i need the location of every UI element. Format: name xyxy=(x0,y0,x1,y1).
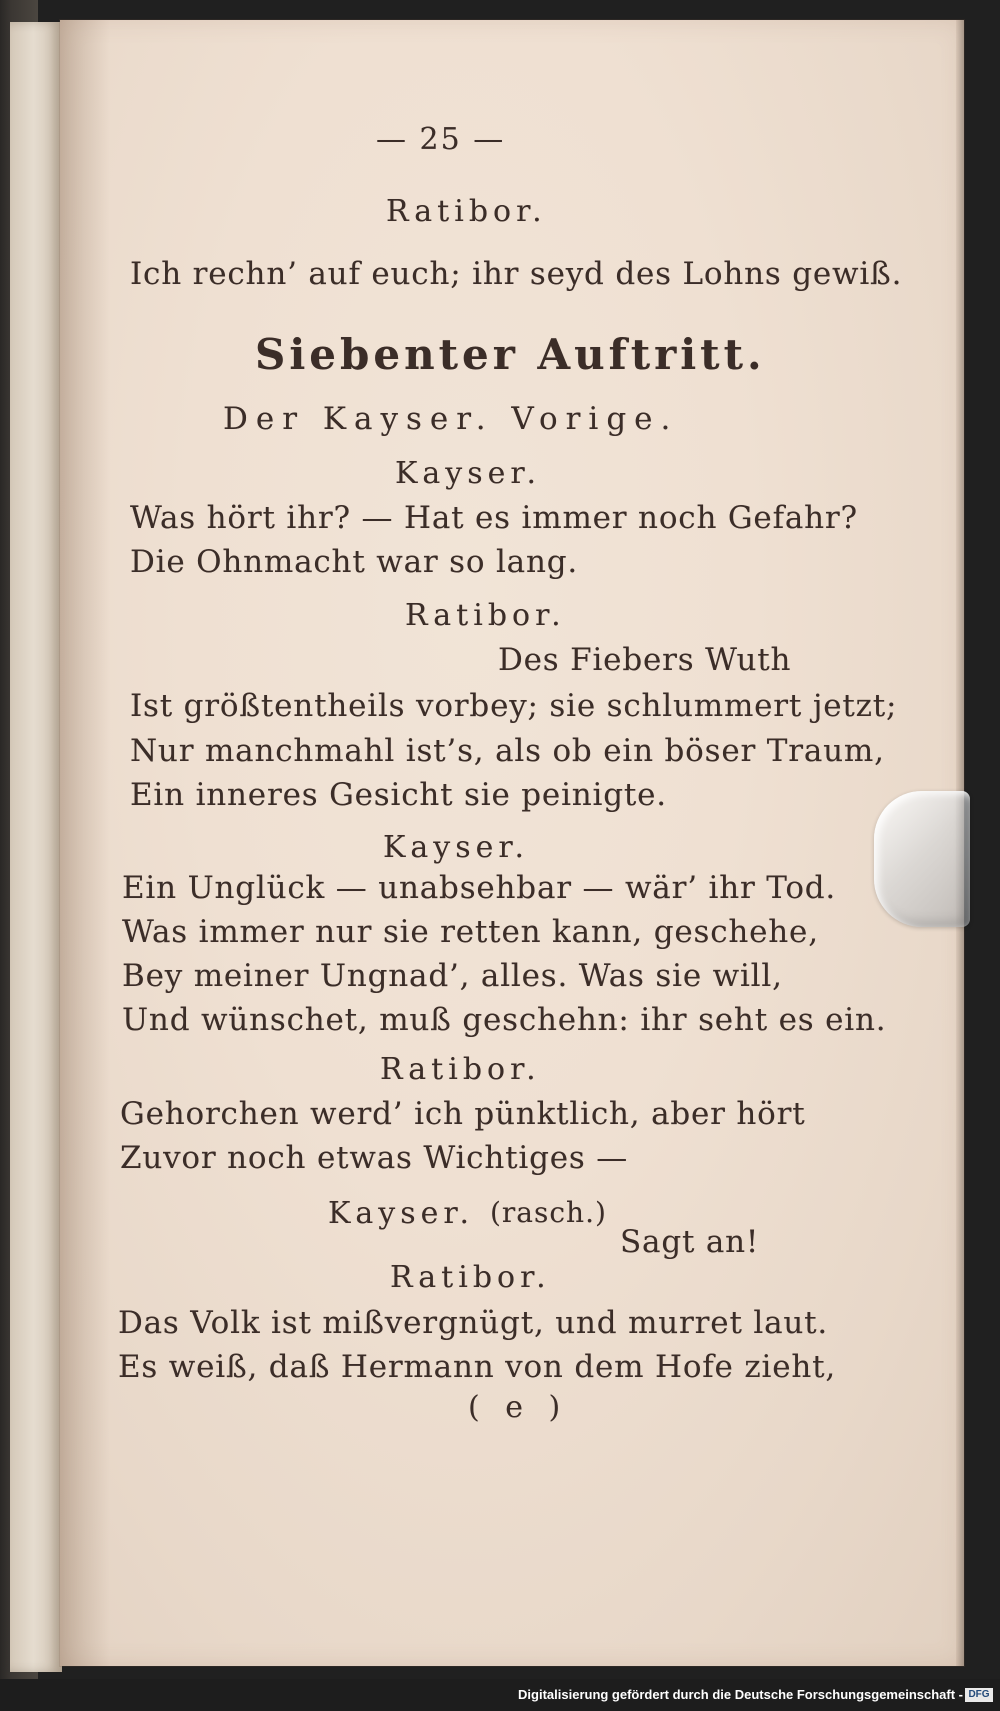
left-page-edge xyxy=(10,22,62,1672)
speaker-kayser-3: Kayser. xyxy=(328,1196,474,1231)
dfg-logo: DFG xyxy=(965,1688,993,1702)
scene-title: Siebenter Auftritt. xyxy=(255,330,766,379)
speaker-kayser-1: Kayser. xyxy=(395,456,541,491)
digitization-footer xyxy=(0,1679,1000,1711)
verse-ratibor-1: Ich rechn’ auf euch; ihr seyd des Lohns gewiß. xyxy=(130,256,903,292)
speaker-ratibor-2: Ratibor. xyxy=(405,598,566,633)
verse-ratibor-4-line-1: Das Volk ist mißvergnügt, und murret laut. xyxy=(118,1305,829,1341)
verse-kayser-3: Sagt an! xyxy=(620,1224,760,1260)
speaker-ratibor-3: Ratibor. xyxy=(380,1052,541,1087)
verse-kayser-1-line-2: Die Ohnmacht war so lang. xyxy=(130,544,579,580)
verse-kayser-2-line-3: Bey meiner Ungnad’, alles. Was sie will, xyxy=(122,958,783,994)
cast-list: Der Kayser. Vorige. xyxy=(223,401,679,437)
gutter-shadow xyxy=(60,20,110,1666)
verse-ratibor-3-line-1: Gehorchen werd’ ich pünktlich, aber hört xyxy=(120,1096,806,1132)
stage-direction: (rasch.) xyxy=(490,1196,607,1229)
speaker-kayser-2: Kayser. xyxy=(383,830,529,865)
verse-ratibor-2-line-4: Ein inneres Gesicht sie peinigte. xyxy=(130,777,667,813)
verse-kayser-1-line-1: Was hört ihr? — Hat es immer noch Gefahr? xyxy=(130,500,858,536)
verse-ratibor-4-line-2: Es weiß, daß Hermann von dem Hofe zieht, xyxy=(118,1349,837,1385)
verse-kayser-2-line-4: Und wünschet, muß geschehn: ihr seht es ein. xyxy=(122,1002,887,1038)
verse-ratibor-2-line-2: Ist größtentheils vorbey; sie schlummert jetzt; xyxy=(130,688,898,724)
footer-text: Digitalisierung gefördert durch die Deutsche Forschungsgemeinschaft - xyxy=(518,1687,963,1702)
verse-ratibor-2-line-1: Des Fiebers Wuth xyxy=(498,642,792,678)
glass-clip xyxy=(874,791,970,927)
speaker-ratibor-4: Ratibor. xyxy=(390,1260,551,1295)
verse-kayser-2-line-2: Was immer nur sie retten kann, geschehe, xyxy=(122,914,819,950)
printer-signature: ( e ) xyxy=(468,1390,569,1425)
verse-ratibor-3-line-2: Zuvor noch etwas Wichtiges — xyxy=(120,1140,629,1176)
page-number: — 25 — xyxy=(376,122,506,157)
speaker-ratibor-1: Ratibor. xyxy=(386,194,547,229)
verse-ratibor-2-line-3: Nur manchmahl ist’s, als ob ein böser Traum, xyxy=(130,733,885,769)
verse-kayser-2-line-1: Ein Unglück — unabsehbar — wär’ ihr Tod. xyxy=(122,870,837,906)
